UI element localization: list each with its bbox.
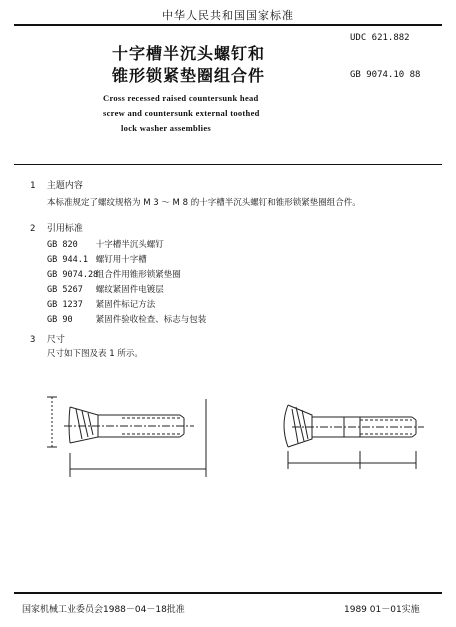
ref-code: GB 944.1	[47, 255, 88, 265]
screw-side-view	[47, 397, 206, 477]
header-rule	[14, 24, 442, 26]
section-3-number: 3	[30, 335, 36, 345]
section-3-title: 尺寸	[46, 335, 65, 345]
section-2-number: 2	[30, 224, 36, 234]
section-1-heading	[30, 178, 83, 191]
approval-date: 国家机械工业委员会1988－04－18批准	[22, 605, 185, 615]
issuing-authority: 中华人民共和国国家标准	[162, 9, 294, 22]
section-3-text: 尺寸如下图及表 1 所示。	[47, 349, 143, 359]
ref-code: GB 9074.28	[47, 270, 99, 280]
title-line-2: 锥形锁紧垫圈组合件	[112, 66, 266, 85]
ref-item	[47, 283, 164, 295]
ref-title: 螺纹紧固件电镀层	[95, 285, 164, 295]
screw-assembly-drawing	[30, 385, 430, 495]
ref-item	[47, 238, 164, 250]
ref-code: GB 90	[47, 315, 73, 325]
english-title-line-2: screw and countersunk external toothed	[103, 108, 260, 118]
section-1-text: 本标准规定了螺纹规格为 M 3 ～ M 8 的十字槽半沉头螺钉和锥形锁紧垫圈组合件。	[47, 198, 361, 208]
section-2-heading	[30, 221, 83, 234]
title-rule	[14, 164, 442, 165]
ref-item	[47, 298, 155, 310]
ref-code: GB 1237	[47, 300, 83, 310]
ref-item	[47, 253, 147, 265]
ref-code: GB 820	[47, 240, 78, 250]
ref-title: 紧固件标记方法	[95, 300, 156, 310]
udc-number: UDC 621.882	[350, 33, 410, 43]
ref-item	[47, 268, 181, 280]
implementation-date: 1989 01－01实施	[344, 605, 420, 615]
screw-washer-view	[284, 405, 424, 469]
section-1-title: 主题内容	[46, 181, 83, 191]
ref-title: 螺钉用十字槽	[95, 255, 147, 265]
ref-title: 组合件用锥形锁紧垫圈	[95, 270, 181, 280]
ref-item	[47, 313, 206, 325]
section-1-number: 1	[30, 181, 36, 191]
section-3-heading	[30, 332, 65, 345]
footer-rule	[14, 592, 442, 594]
ref-title: 紧固件验收检查、标志与包装	[95, 315, 207, 325]
ref-code: GB 5267	[47, 285, 83, 295]
ref-title: 十字槽半沉头螺钉	[95, 240, 164, 250]
english-title-line-1: Cross recessed raised countersunk head	[103, 93, 259, 103]
title-line-1: 十字槽半沉头螺钉和	[112, 44, 266, 63]
english-title-line-3: lock washer assemblies	[121, 123, 212, 133]
section-2-title: 引用标准	[46, 224, 83, 234]
gb-number: GB 9074.10 88	[350, 70, 421, 80]
